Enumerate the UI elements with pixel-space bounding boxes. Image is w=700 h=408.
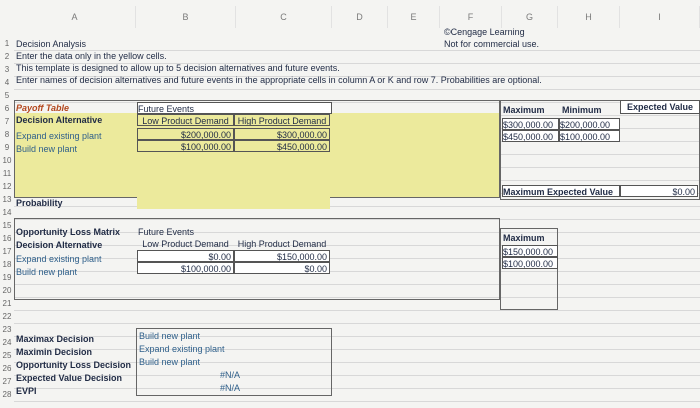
- column-header-c[interactable]: C: [236, 6, 332, 28]
- row-number[interactable]: 2: [4, 52, 10, 61]
- maximin-label[interactable]: Maximin Decision: [16, 347, 93, 357]
- payoff-row-1-name[interactable]: Expand existing plant: [16, 131, 102, 141]
- row-number[interactable]: 10: [2, 156, 12, 165]
- regret-row-2-high[interactable]: $0.00: [234, 262, 330, 274]
- row-number[interactable]: 20: [2, 286, 12, 295]
- grid-line: [14, 336, 700, 337]
- max-ev-label[interactable]: Maximum Expected Value: [502, 185, 620, 197]
- row-number[interactable]: 5: [4, 91, 10, 100]
- row-number[interactable]: 7: [4, 117, 10, 126]
- regret-table-title[interactable]: Opportunity Loss Matrix: [16, 227, 121, 237]
- row-number[interactable]: 21: [2, 299, 12, 308]
- evpi-label[interactable]: EVPI: [16, 386, 37, 396]
- row-number[interactable]: 4: [4, 78, 10, 87]
- row-number[interactable]: 27: [2, 377, 12, 386]
- expected-value-decision-value[interactable]: #N/A: [220, 370, 241, 380]
- regret-max-value-1[interactable]: $150,000.00: [502, 245, 558, 257]
- regret-alt-header[interactable]: Decision Alternative: [16, 240, 103, 250]
- evpi-value[interactable]: #N/A: [220, 383, 241, 393]
- payoff-future-events-label[interactable]: Future Events: [137, 102, 332, 114]
- row-number[interactable]: 26: [2, 364, 12, 373]
- regret-row-1-low[interactable]: $0.00: [137, 250, 234, 262]
- grid-line: [14, 89, 700, 90]
- sheet-title[interactable]: Decision Analysis: [16, 39, 87, 49]
- max-value-1[interactable]: $300,000.00: [502, 118, 559, 130]
- maximax-label[interactable]: Maximax Decision: [16, 334, 95, 344]
- regret-max-header[interactable]: Maximum: [503, 233, 545, 243]
- max-header[interactable]: Maximum: [503, 105, 545, 115]
- column-header-f[interactable]: F: [440, 6, 502, 28]
- payoff-row-1-high[interactable]: $300,000.00: [234, 128, 330, 140]
- grid-line: [14, 323, 700, 324]
- max-ev-value[interactable]: $0.00: [620, 185, 698, 197]
- row-number[interactable]: 13: [2, 195, 12, 204]
- row-number[interactable]: 19: [2, 273, 12, 282]
- row-number[interactable]: 28: [2, 390, 12, 399]
- row-number[interactable]: 16: [2, 234, 12, 243]
- column-header-a[interactable]: A: [14, 6, 136, 28]
- row-number[interactable]: 23: [2, 325, 12, 334]
- expected-value-header[interactable]: Expected Value: [620, 100, 700, 114]
- payoff-table-title[interactable]: Payoff Table: [16, 103, 70, 113]
- row-number[interactable]: 14: [2, 208, 12, 217]
- row-number[interactable]: 8: [4, 130, 10, 139]
- column-header-e[interactable]: E: [388, 6, 440, 28]
- regret-row-2-low[interactable]: $100,000.00: [137, 262, 234, 274]
- copyright-note[interactable]: ©Cengage Learning: [444, 27, 525, 37]
- regret-max-value-2[interactable]: $100,000.00: [502, 257, 558, 269]
- maximin-value[interactable]: Expand existing plant: [139, 344, 225, 354]
- payoff-event-low[interactable]: Low Product Demand: [137, 114, 234, 126]
- payoff-row-2-high[interactable]: $450,000.00: [234, 140, 330, 152]
- regret-future-events-label[interactable]: Future Events: [138, 227, 195, 237]
- row-number[interactable]: 22: [2, 312, 12, 321]
- min-value-2[interactable]: $100,000.00: [559, 130, 620, 142]
- opportunity-loss-value[interactable]: Build new plant: [139, 357, 201, 367]
- probability-label[interactable]: Probability: [16, 198, 63, 208]
- row-number[interactable]: 9: [4, 143, 10, 152]
- payoff-row-1-low[interactable]: $200,000.00: [137, 128, 234, 140]
- row-number[interactable]: 15: [2, 221, 12, 230]
- regret-row-1-high[interactable]: $150,000.00: [234, 250, 330, 262]
- instruction-2[interactable]: This template is designed to allow up to 5 decision alternatives and future events.: [16, 63, 340, 73]
- row-number[interactable]: 17: [2, 247, 12, 256]
- grid-line: [14, 206, 700, 207]
- column-header-h[interactable]: H: [558, 6, 620, 28]
- row-number[interactable]: 25: [2, 351, 12, 360]
- expected-value-decision-label[interactable]: Expected Value Decision: [16, 373, 123, 383]
- column-header-d[interactable]: D: [332, 6, 388, 28]
- maximax-value[interactable]: Build new plant: [139, 331, 201, 341]
- column-header-b[interactable]: B: [136, 6, 236, 28]
- min-value-1[interactable]: $200,000.00: [559, 118, 620, 130]
- row-number[interactable]: 18: [2, 260, 12, 269]
- column-header-g[interactable]: G: [502, 6, 558, 28]
- regret-event-high[interactable]: High Product Demand: [237, 239, 327, 249]
- regret-event-low[interactable]: Low Product Demand: [142, 239, 229, 249]
- instruction-3[interactable]: Enter names of decision alternatives and future events in the appropriate cells in column A or K and row 7. Probabilities are optional.: [16, 75, 542, 85]
- row-number[interactable]: 6: [4, 104, 10, 113]
- commercial-notice[interactable]: Not for commercial use.: [444, 39, 540, 49]
- grid-line: [14, 310, 700, 311]
- row-number[interactable]: 11: [2, 169, 12, 178]
- regret-row-2-name[interactable]: Build new plant: [16, 267, 78, 277]
- column-header-i[interactable]: I: [620, 6, 700, 28]
- grid-line: [14, 349, 700, 350]
- row-number[interactable]: 24: [2, 338, 12, 347]
- row-number[interactable]: 1: [4, 39, 10, 48]
- grid-line: [14, 388, 700, 389]
- payoff-alt-header[interactable]: Decision Alternative: [16, 115, 103, 125]
- grid-line: [14, 401, 700, 402]
- payoff-row-2-name[interactable]: Build new plant: [16, 144, 78, 154]
- payoff-event-high[interactable]: High Product Demand: [234, 114, 330, 126]
- max-value-2[interactable]: $450,000.00: [502, 130, 559, 142]
- payoff-row-2-low[interactable]: $100,000.00: [137, 140, 234, 152]
- opportunity-loss-label[interactable]: Opportunity Loss Decision: [16, 360, 132, 370]
- instruction-1[interactable]: Enter the data only in the yellow cells.: [16, 51, 167, 61]
- row-number[interactable]: 12: [2, 182, 12, 191]
- min-header[interactable]: Minimum: [562, 105, 602, 115]
- row-number[interactable]: 3: [4, 65, 10, 74]
- probability-input-row[interactable]: [137, 197, 330, 209]
- regret-row-1-name[interactable]: Expand existing plant: [16, 254, 102, 264]
